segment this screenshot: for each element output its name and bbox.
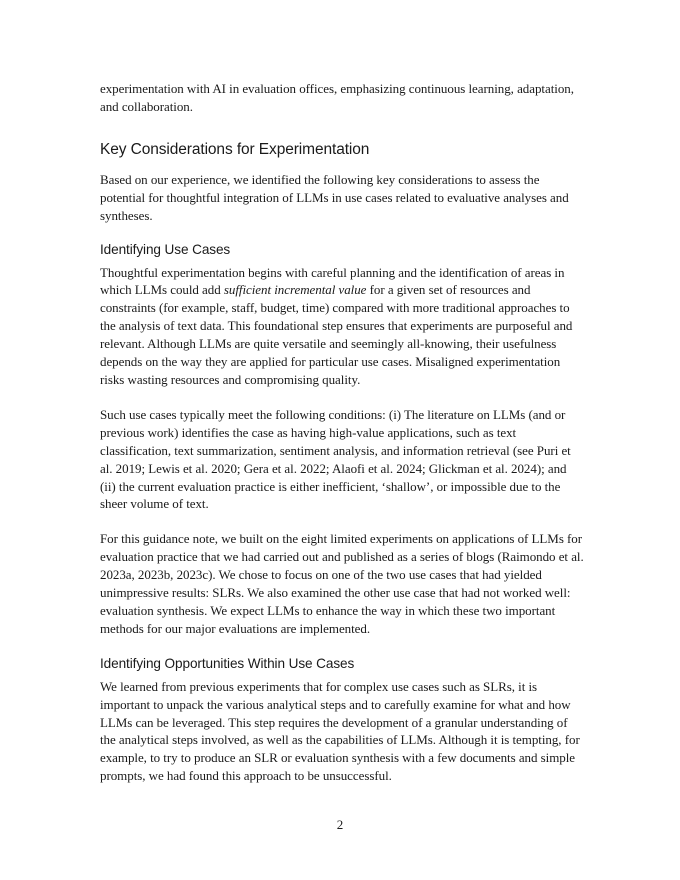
use-cases-p1-after: for a given set of resources and constraints (for example, staff, budget, time) compared with more traditional approaches to the analysis of text data. This foundational step ensures that experiments are purposeful and relevant. Although LLMs are quite versatile and seemingly all-knowing, their usefulness depends on the way they are applied for particular use cases. Misaligned experimentation risks wasting resources and compromising quality. bbox=[100, 282, 573, 387]
use-cases-p1-emphasis: sufficient incremental value bbox=[223, 282, 367, 298]
section-heading: Key Considerations for Experimentation bbox=[100, 140, 370, 158]
intro-paragraph: experimentation with AI in evaluation offices, emphasizing continuous learning, adaptation, and collaboration. bbox=[100, 81, 574, 114]
use-cases-paragraph-3: For this guidance note, we built on the eight limited experiments on applications of LLMs for evaluation practice that we had carried out and published as a series of blogs (Raimondo et al. 2023a, 2023b, 2023c). We chose to focus on one of the two use cases that had yielded unimpressive results: SLRs. We also examined the other use case that had not worked well: evaluation synthesis. We expect LLMs to enhance the way in which these two important methods for our major evaluations are implemented. bbox=[100, 531, 584, 636]
opportunities-heading: Identifying Opportunities Within Use Cases bbox=[100, 655, 355, 671]
section-paragraph: Based on our experience, we identified the following key considerations to assess the potential for thoughtful integration of LLMs in use cases related to evaluative analyses and syntheses. bbox=[100, 171, 569, 223]
page-number: 2 bbox=[336, 817, 344, 832]
use-cases-heading: Identifying Use Cases bbox=[100, 241, 231, 257]
opportunities-paragraph-1: We learned from previous experiments that for complex use cases such as SLRs, it is important to unpack the various analytical steps and to carefully examine for what and how LLMs can be leveraged. This step requires the development of a granular understanding of the analytical steps involved, as well as the capabilities of LLMs. Although it is tempting, for example, to try to produce an SLR or evaluation synthesis with a few documents and simple prompts, we had found this approach to be unsuccessful. bbox=[100, 678, 580, 784]
use-cases-p1-before: Thoughtful experimentation begins with careful planning and the identification of areas in which LLMs could add bbox=[100, 264, 565, 298]
use-cases-paragraph-2: Such use cases typically meet the following conditions: (i) The literature on LLMs (and or previous work) identifies the case as having high-value applications, such as text classification, text summarization, sentiment analysis, and information retrieval (see Puri et al. 2019; Lewis et al. 2020; Gera et al. 2022; Alaofi et al. 2024; Glickman et al. 2024); and (ii) the current evaluation practice is either inefficient, ‘shallow’, or impossible due to the sheer volume of text. bbox=[100, 406, 571, 512]
page-body bbox=[100, 80, 584, 802]
use-cases-paragraph-1 bbox=[100, 264, 584, 389]
